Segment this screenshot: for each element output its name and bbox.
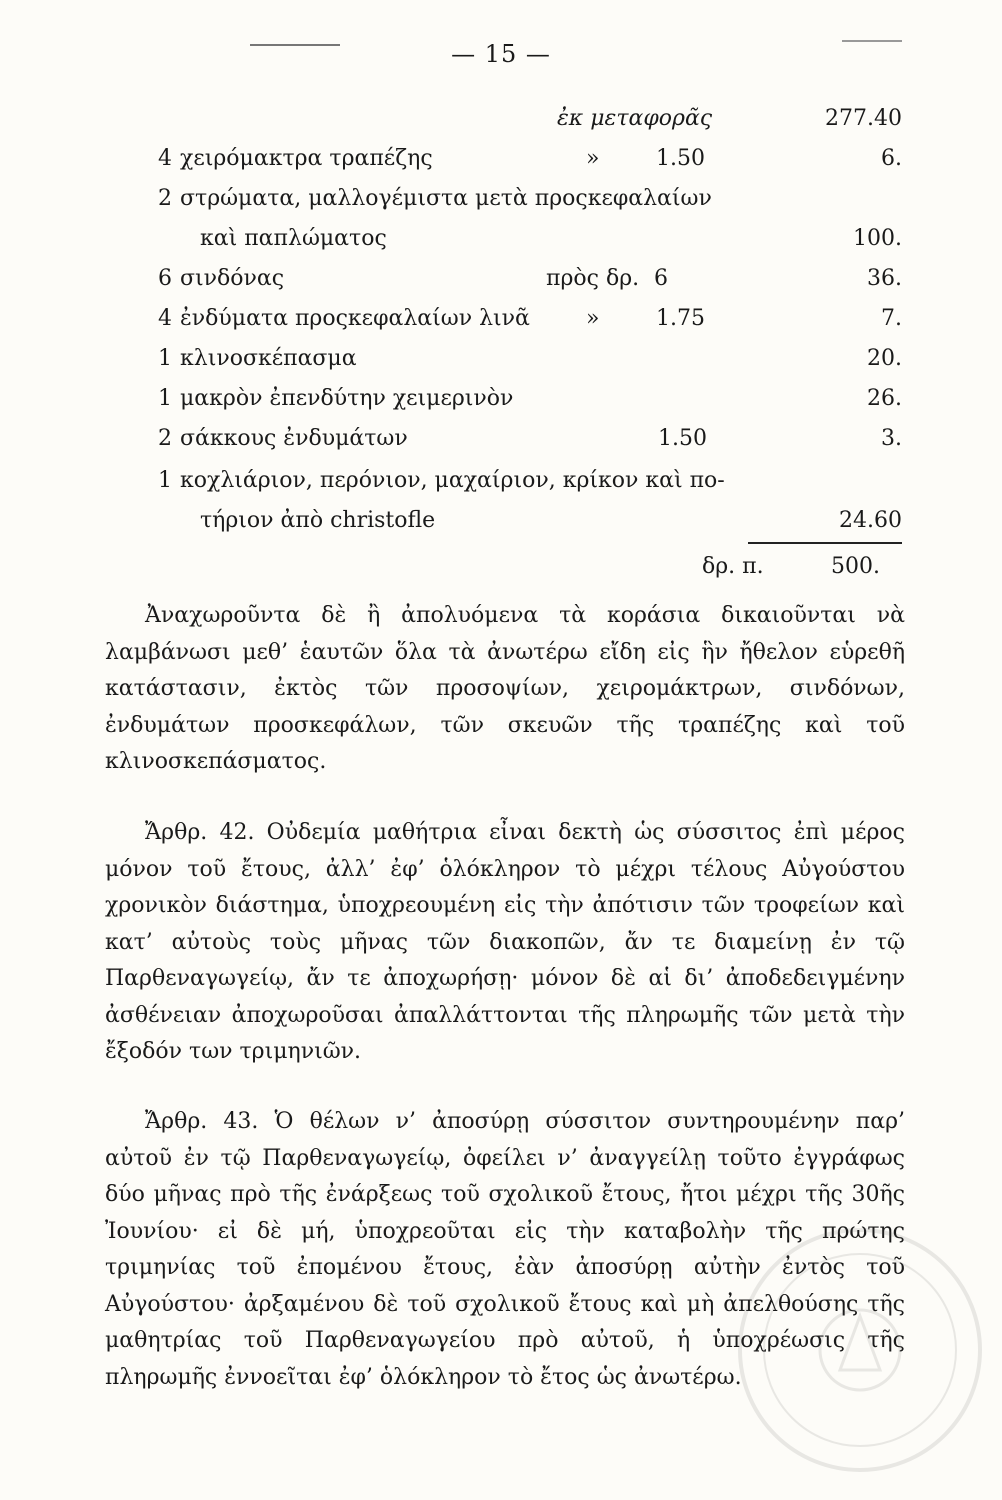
- item-qty: 4: [158, 306, 172, 331]
- item-qty: 6: [158, 266, 172, 291]
- carried-forward-amount: 277.40: [825, 106, 902, 131]
- item-desc: χειρόμακτρα τραπέζης: [180, 146, 433, 171]
- item-qty: 2: [158, 426, 172, 451]
- item-qty: 2: [158, 186, 172, 211]
- inventory-item: [0, 426, 1002, 460]
- inventory-item-continuation: [0, 508, 1002, 542]
- item-desc: μακρὸν ἐπενδύτην χειμερινὸν: [180, 386, 514, 411]
- item-mark: πρὸς δρ.: [546, 266, 640, 291]
- item-amount: 24.60: [839, 508, 902, 533]
- item-qty: 1: [158, 386, 172, 411]
- inventory-item-continuation: [0, 226, 1002, 260]
- carried-forward-line: [0, 106, 1002, 140]
- inventory-item: [0, 266, 1002, 300]
- item-desc: σινδόνας: [180, 266, 285, 291]
- item-desc-cont: τήριον ἀπὸ christofle: [200, 508, 436, 533]
- item-amount: 6.: [881, 146, 902, 171]
- item-qty: 4: [158, 146, 172, 171]
- inventory-item: [0, 468, 1002, 502]
- paragraph-article-42: Ἄρθρ. 42. Οὐδεμία μαθήτρια εἶναι δεκτὴ ὡς σύσσιτος ἐπὶ μέρος μόνον τοῦ ἔτους, ἀλλ’ ἐφ’ ὁλόκληρον τὸ μέχρι τέλους Αὐγούστου χρονικὸν διάστημα, ὑποχρεουμένη εἰς τὴν ἀπότισιν τῶν τροφείων καὶ κατ’ αὐτοὺς τοὺς μῆνας τῶν διακοπῶν, ἄν τε διαμείνῃ ἐν τῷ Παρθεναγωγείῳ, ἄν τε ἀποχωρήσῃ· μόνον δὲ αἱ δι’ ἀποδεδειγμένην ἀσθένειαν ἀποχωροῦσαι ἀπαλλάττονται τῆς πληρωμῆς τῶν μετὰ τὴν ἔξοδόν των τριμηνιῶν.: [105, 820, 905, 1064]
- item-amount: 36.: [867, 266, 902, 291]
- inventory-item: [0, 386, 1002, 420]
- item-qty: 1: [158, 468, 172, 493]
- total-rule: [748, 542, 902, 544]
- library-stamp-icon: [730, 1220, 990, 1480]
- item-unit-price: 1.50: [656, 146, 705, 171]
- item-desc-cont: καὶ παπλώματος: [200, 226, 387, 251]
- inventory-item: [0, 346, 1002, 380]
- item-desc: ἐνδύματα προςκεφαλαίων λινᾶ: [180, 306, 530, 331]
- total-line: [0, 554, 1002, 588]
- paragraph-article-43: Ἄρθρ. 43. Ὁ θέλων ν’ ἀποσύρῃ σύσσιτον συντηρουμένην παρ’ αὐτοῦ ἐν τῷ Παρθεναγωγείῳ, ὀφείλει ν’ ἀναγγείλῃ τοῦτο ἐγγράφως δύο μῆνας πρὸ τῆς ἐνάρξεως τοῦ σχολικοῦ ἔτους, ἤτοι μέχρι τῆς 30ῆς Ἰουνίου· εἰ δὲ μή, ὑποχρεοῦται εἰς τὴν καταβολὴν τῆς πρώτης τριμηνίας τοῦ ἐπομένου ἔτους, ἐὰν ἀποσύρῃ αὐτὴν ἐντὸς τοῦ Αὐγούστου· ἀρξαμένου δὲ τοῦ σχολικοῦ ἔτους καὶ μὴ ἀπελθούσης τῆς μαθητρίας τοῦ Παρθεναγωγείου πρὸ αὐτοῦ, ἡ ὑποχρέωσις τῆς πληρωμῆς ἐννοεῖται ἐφ’ ὁλόκληρον τὸ ἔτος ὡς ἀνωτέρω.: [105, 1109, 905, 1390]
- item-unit-price: 6: [654, 266, 668, 291]
- item-desc: κοχλιάριον, περόνιον, μαχαίριον, κρίκον καὶ πο-: [180, 468, 725, 493]
- total-label: δρ. π.: [702, 554, 764, 579]
- item-unit-price: 1.75: [656, 306, 705, 331]
- inventory-item: [0, 186, 1002, 220]
- total-amount: 500.: [831, 554, 880, 579]
- item-desc: στρώματα, μαλλογέμιστα μετὰ προςκεφαλαίων: [180, 186, 712, 211]
- inventory-item: [0, 146, 1002, 180]
- item-desc: κλινοσκέπασμα: [180, 346, 357, 371]
- item-unit-price: 1.50: [658, 426, 707, 451]
- carried-forward-label: ἐκ μεταφορᾶς: [557, 106, 713, 131]
- item-amount: 3.: [881, 426, 902, 451]
- item-amount: 7.: [881, 306, 902, 331]
- item-amount: 100.: [853, 226, 902, 251]
- item-amount: 20.: [867, 346, 902, 371]
- page-number: — 15 —: [451, 40, 551, 68]
- inventory-item: [0, 306, 1002, 340]
- item-amount: 26.: [867, 386, 902, 411]
- item-qty: 1: [158, 346, 172, 371]
- item-mark: »: [586, 146, 600, 171]
- paragraph-return-items: Ἀναχωροῦντα δὲ ἢ ἀπολυόμενα τὰ κοράσια δικαιοῦνται νὰ λαμβάνωσι μεθ’ ἑαυτῶν ὅλα τὰ ἀνωτέρω εἴδη εἰς ἣν ἤθελον εὑρεθῆ κατάστασιν, ἐκτὸς τῶν προσοψίων, χειρομάκτρων, σινδόνων, ἐνδυμάτων προσκεφάλων, τῶν σκευῶν τῆς τραπέζης καὶ τοῦ κλινοσκεπάσματος.: [105, 603, 905, 774]
- item-mark: »: [586, 306, 600, 331]
- item-desc: σάκκους ἐνδυμάτων: [180, 426, 408, 451]
